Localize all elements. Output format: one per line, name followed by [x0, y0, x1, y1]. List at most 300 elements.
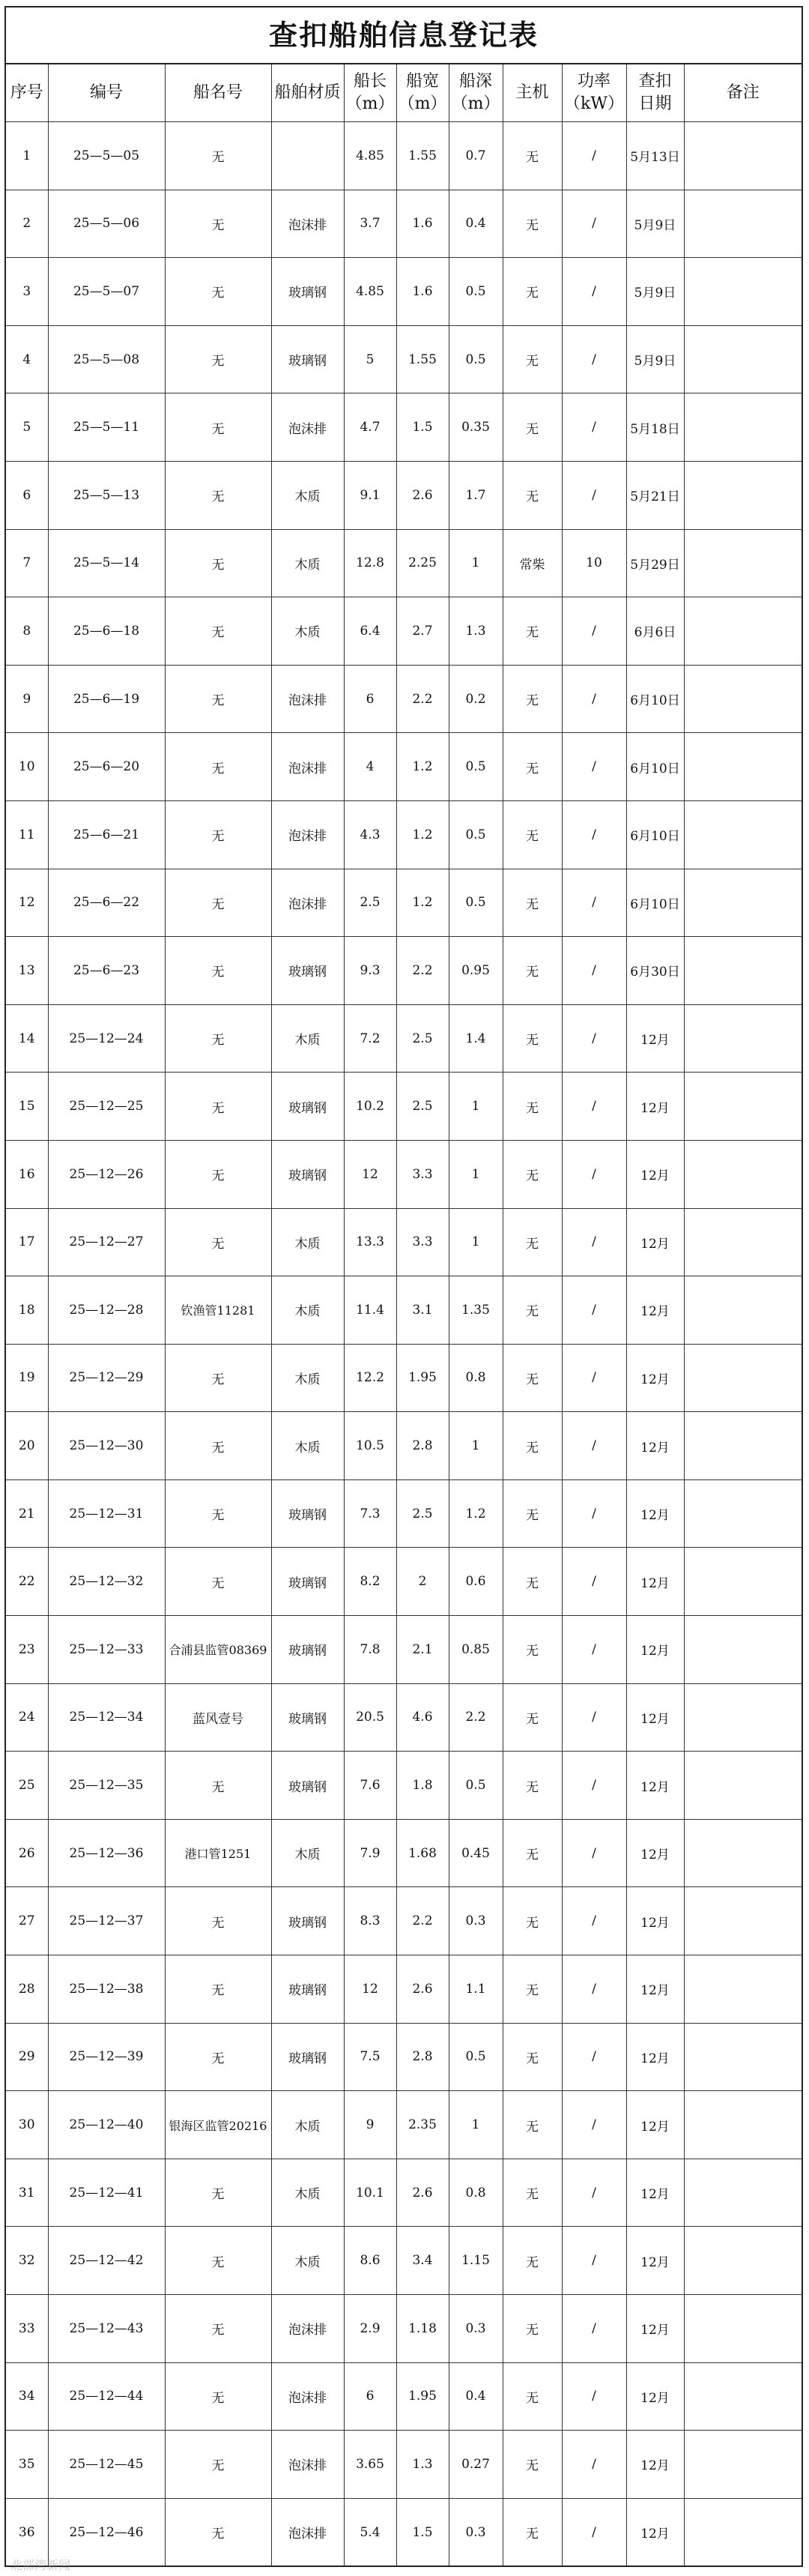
cell-remark — [684, 1208, 802, 1276]
cell-depth: 1 — [449, 1208, 503, 1276]
cell-seq: 36 — [6, 2498, 48, 2566]
cell-power: / — [562, 1887, 626, 1955]
cell-seq: 5 — [6, 393, 48, 462]
table-row — [6, 1140, 802, 1208]
cell-width: 1.55 — [396, 122, 449, 190]
cell-material: 木质 — [271, 1344, 344, 1412]
cell-width: 2.5 — [396, 1479, 449, 1548]
table-row — [6, 2431, 802, 2499]
cell-power: / — [562, 1004, 626, 1073]
table-row — [6, 800, 802, 869]
cell-power: / — [562, 122, 626, 190]
cell-remark — [684, 937, 802, 1005]
cell-name: 无 — [165, 1140, 271, 1208]
cell-length: 9.1 — [344, 461, 396, 529]
cell-seq: 27 — [6, 1887, 48, 1955]
cell-depth: 1.7 — [449, 461, 503, 529]
cell-seq: 16 — [6, 1140, 48, 1208]
cell-date: 5月9日 — [626, 258, 684, 326]
cell-depth: 1.2 — [449, 1479, 503, 1548]
cell-code: 25—12—39 — [48, 2023, 165, 2091]
table-row — [6, 597, 802, 666]
cell-code: 25—6—22 — [48, 869, 165, 937]
cell-material: 玻璃钢 — [271, 1887, 344, 1955]
cell-remark — [684, 1412, 802, 1480]
cell-material: 泡沫排 — [271, 2295, 344, 2363]
cell-depth: 1 — [449, 529, 503, 597]
cell-seq: 21 — [6, 1479, 48, 1548]
cell-depth: 0.5 — [449, 1752, 503, 1820]
cell-material: 木质 — [271, 2091, 344, 2159]
cell-seq: 15 — [6, 1073, 48, 1141]
cell-engine: 无 — [503, 325, 562, 393]
cell-date: 5月21日 — [626, 461, 684, 529]
cell-power: / — [562, 190, 626, 258]
cell-length: 3.65 — [344, 2431, 396, 2499]
cell-width: 2.25 — [396, 529, 449, 597]
cell-length: 6.4 — [344, 597, 396, 666]
cell-engine: 无 — [503, 2362, 562, 2431]
cell-name: 无 — [165, 190, 271, 258]
cell-power: / — [562, 2091, 626, 2159]
cell-width: 3.3 — [396, 1208, 449, 1276]
cell-power: / — [562, 1683, 626, 1752]
cell-material: 泡沫排 — [271, 393, 344, 462]
cell-power: / — [562, 733, 626, 801]
cell-length: 5 — [344, 325, 396, 393]
cell-length: 10.2 — [344, 1073, 396, 1141]
cell-length: 9 — [344, 2091, 396, 2159]
cell-seq: 3 — [6, 258, 48, 326]
cell-code: 25—12—33 — [48, 1616, 165, 1684]
cell-depth: 1.1 — [449, 1955, 503, 2024]
cell-name: 无 — [165, 529, 271, 597]
cell-engine: 无 — [503, 597, 562, 666]
cell-seq: 28 — [6, 1955, 48, 2024]
cell-material: 木质 — [271, 1819, 344, 1887]
cell-engine: 无 — [503, 1955, 562, 2024]
table-row — [6, 937, 802, 1005]
cell-power: / — [562, 1276, 626, 1345]
cell-seq: 31 — [6, 2159, 48, 2227]
header-width-label: 船宽 — [405, 72, 439, 91]
cell-material: 玻璃钢 — [271, 1955, 344, 2024]
table-row — [6, 2227, 802, 2295]
cell-remark — [684, 1955, 802, 2024]
cell-code: 25—12—34 — [48, 1683, 165, 1752]
cell-depth: 0.35 — [449, 393, 503, 462]
cell-date: 12月 — [626, 2227, 684, 2295]
cell-engine: 无 — [503, 1819, 562, 1887]
table-row — [6, 1004, 802, 1073]
cell-seq: 25 — [6, 1752, 48, 1820]
cell-code: 25—12—29 — [48, 1344, 165, 1412]
header-depth — [449, 64, 503, 122]
cell-material: 泡沫排 — [271, 869, 344, 937]
cell-remark — [684, 733, 802, 801]
cell-width: 1.6 — [396, 258, 449, 326]
header-length-label: 船长 — [353, 72, 387, 91]
cell-engine: 无 — [503, 2295, 562, 2363]
cell-name: 合浦县监管08369 — [165, 1616, 271, 1684]
cell-date: 12月 — [626, 1004, 684, 1073]
cell-material: 玻璃钢 — [271, 1140, 344, 1208]
header-seq: 序号 — [6, 64, 48, 122]
cell-seq: 33 — [6, 2295, 48, 2363]
cell-material: 泡沫排 — [271, 665, 344, 733]
cell-seq: 19 — [6, 1344, 48, 1412]
cell-length: 10.1 — [344, 2159, 396, 2227]
cell-width: 1.3 — [396, 2431, 449, 2499]
cell-remark — [684, 2159, 802, 2227]
cell-width: 2.2 — [396, 665, 449, 733]
table-row — [6, 2362, 802, 2431]
cell-depth: 1 — [449, 1412, 503, 1480]
cell-engine: 无 — [503, 937, 562, 1005]
cell-code: 25—5—08 — [48, 325, 165, 393]
cell-length: 7.8 — [344, 1616, 396, 1684]
cell-seq: 22 — [6, 1548, 48, 1616]
cell-material: 泡沫排 — [271, 800, 344, 869]
cell-length: 12 — [344, 1140, 396, 1208]
cell-width: 2.6 — [396, 461, 449, 529]
cell-material: 木质 — [271, 2227, 344, 2295]
cell-seq: 12 — [6, 869, 48, 937]
cell-remark — [684, 2023, 802, 2091]
cell-length: 4.85 — [344, 122, 396, 190]
cell-remark — [684, 1616, 802, 1684]
cell-engine: 无 — [503, 1208, 562, 1276]
cell-engine: 无 — [503, 2159, 562, 2227]
cell-engine: 无 — [503, 461, 562, 529]
cell-name: 无 — [165, 869, 271, 937]
cell-power: / — [562, 1344, 626, 1412]
cell-power: / — [562, 393, 626, 462]
cell-power: / — [562, 1752, 626, 1820]
cell-code: 25—12—41 — [48, 2159, 165, 2227]
cell-length: 8.2 — [344, 1548, 396, 1616]
cell-date: 6月30日 — [626, 937, 684, 1005]
cell-seq: 18 — [6, 1276, 48, 1345]
cell-remark — [684, 2431, 802, 2499]
cell-code: 25—12—37 — [48, 1887, 165, 1955]
cell-remark — [684, 122, 802, 190]
cell-remark — [684, 1548, 802, 1616]
cell-code: 25—6—19 — [48, 665, 165, 733]
cell-date: 12月 — [626, 2159, 684, 2227]
header-width-unit: （m） — [398, 94, 447, 113]
cell-remark — [684, 1819, 802, 1887]
cell-power: / — [562, 1208, 626, 1276]
cell-depth: 1 — [449, 2091, 503, 2159]
cell-depth: 0.3 — [449, 2295, 503, 2363]
cell-remark — [684, 1683, 802, 1752]
table-row — [6, 529, 802, 597]
cell-remark — [684, 461, 802, 529]
cell-code: 25—6—18 — [48, 597, 165, 666]
cell-power: / — [562, 258, 626, 326]
cell-engine: 无 — [503, 869, 562, 937]
cell-name: 无 — [165, 393, 271, 462]
cell-length: 7.3 — [344, 1479, 396, 1548]
cell-name: 无 — [165, 2023, 271, 2091]
cell-code: 25—6—20 — [48, 733, 165, 801]
cell-engine: 无 — [503, 122, 562, 190]
cell-width: 1.2 — [396, 800, 449, 869]
cell-name: 无 — [165, 258, 271, 326]
cell-engine: 无 — [503, 393, 562, 462]
cell-code: 25—12—46 — [48, 2498, 165, 2566]
cell-remark — [684, 258, 802, 326]
cell-material: 木质 — [271, 1004, 344, 1073]
cell-name: 无 — [165, 733, 271, 801]
cell-code: 25—12—30 — [48, 1412, 165, 1480]
cell-name: 无 — [165, 937, 271, 1005]
header-code: 编号 — [48, 64, 165, 122]
cell-length: 5.4 — [344, 2498, 396, 2566]
table-row — [6, 1752, 802, 1820]
cell-length: 4 — [344, 733, 396, 801]
cell-seq: 9 — [6, 665, 48, 733]
cell-seq: 32 — [6, 2227, 48, 2295]
cell-seq: 26 — [6, 1819, 48, 1887]
cell-code: 25—5—13 — [48, 461, 165, 529]
cell-date: 5月29日 — [626, 529, 684, 597]
table-row — [6, 258, 802, 326]
cell-date: 6月10日 — [626, 665, 684, 733]
cell-width: 1.8 — [396, 1752, 449, 1820]
cell-seq: 11 — [6, 800, 48, 869]
cell-depth: 1.35 — [449, 1276, 503, 1345]
cell-depth: 0.3 — [449, 1887, 503, 1955]
cell-depth: 2.2 — [449, 1683, 503, 1752]
cell-width: 2.5 — [396, 1004, 449, 1073]
cell-length: 13.3 — [344, 1208, 396, 1276]
cell-depth: 0.8 — [449, 2159, 503, 2227]
cell-engine: 无 — [503, 1140, 562, 1208]
cell-name: 无 — [165, 1548, 271, 1616]
cell-width: 3.1 — [396, 1276, 449, 1345]
cell-power: / — [562, 2295, 626, 2363]
header-length-unit: （m） — [345, 94, 395, 113]
cell-length: 2.9 — [344, 2295, 396, 2363]
cell-material: 玻璃钢 — [271, 1479, 344, 1548]
cell-engine: 无 — [503, 2498, 562, 2566]
cell-name: 无 — [165, 2498, 271, 2566]
cell-width: 2.8 — [396, 1412, 449, 1480]
cell-remark — [684, 2362, 802, 2431]
cell-date: 12月 — [626, 2431, 684, 2499]
cell-depth: 0.8 — [449, 1344, 503, 1412]
cell-material: 木质 — [271, 1276, 344, 1345]
cell-depth: 0.2 — [449, 665, 503, 733]
cell-remark — [684, 1752, 802, 1820]
cell-material: 玻璃钢 — [271, 937, 344, 1005]
cell-engine: 无 — [503, 2023, 562, 2091]
table-row — [6, 1412, 802, 1480]
cell-engine: 无 — [503, 1344, 562, 1412]
cell-name: 蓝风壹号 — [165, 1683, 271, 1752]
cell-date: 12月 — [626, 1955, 684, 2024]
cell-code: 25—5—07 — [48, 258, 165, 326]
cell-code: 25—12—45 — [48, 2431, 165, 2499]
cell-seq: 14 — [6, 1004, 48, 1073]
cell-code: 25—12—26 — [48, 1140, 165, 1208]
cell-name: 无 — [165, 1752, 271, 1820]
cell-material: 泡沫排 — [271, 2362, 344, 2431]
cell-width: 2.1 — [396, 1616, 449, 1684]
cell-length: 12 — [344, 1955, 396, 2024]
cell-seq: 35 — [6, 2431, 48, 2499]
cell-remark — [684, 1140, 802, 1208]
cell-seq: 34 — [6, 2362, 48, 2431]
cell-length: 4.7 — [344, 393, 396, 462]
cell-code: 25—12—24 — [48, 1004, 165, 1073]
header-depth-label: 船深 — [458, 72, 492, 91]
table-row — [6, 869, 802, 937]
cell-remark — [684, 1887, 802, 1955]
cell-depth: 0.27 — [449, 2431, 503, 2499]
cell-power: / — [562, 1819, 626, 1887]
cell-name: 无 — [165, 2295, 271, 2363]
table-row — [6, 1479, 802, 1548]
cell-code: 25—12—40 — [48, 2091, 165, 2159]
cell-seq: 7 — [6, 529, 48, 597]
cell-power: / — [562, 2023, 626, 2091]
cell-code: 25—12—28 — [48, 1276, 165, 1345]
cell-seq: 10 — [6, 733, 48, 801]
cell-material: 玻璃钢 — [271, 258, 344, 326]
cell-name: 无 — [165, 1073, 271, 1141]
cell-power: / — [562, 461, 626, 529]
cell-width: 2.5 — [396, 1073, 449, 1141]
cell-engine: 无 — [503, 190, 562, 258]
cell-seq: 13 — [6, 937, 48, 1005]
cell-engine: 常柴 — [503, 529, 562, 597]
cell-remark — [684, 1073, 802, 1141]
cell-power: / — [562, 800, 626, 869]
cell-material: 玻璃钢 — [271, 1548, 344, 1616]
table-row — [6, 393, 802, 462]
cell-engine: 无 — [503, 258, 562, 326]
cell-length: 7.5 — [344, 2023, 396, 2091]
cell-width: 2.6 — [396, 2159, 449, 2227]
cell-date: 12月 — [626, 1208, 684, 1276]
cell-length: 12.2 — [344, 1344, 396, 1412]
cell-date: 12月 — [626, 1412, 684, 1480]
cell-length: 2.5 — [344, 869, 396, 937]
table-row — [6, 1819, 802, 1887]
cell-power: / — [562, 2362, 626, 2431]
cell-date: 6月10日 — [626, 869, 684, 937]
cell-power: / — [562, 665, 626, 733]
table-row — [6, 1073, 802, 1141]
cell-remark — [684, 869, 802, 937]
cell-width: 2.7 — [396, 597, 449, 666]
cell-length: 10.5 — [344, 1412, 396, 1480]
cell-length: 9.3 — [344, 937, 396, 1005]
cell-date: 5月9日 — [626, 190, 684, 258]
cell-engine: 无 — [503, 1479, 562, 1548]
cell-name: 无 — [165, 1412, 271, 1480]
table-row — [6, 461, 802, 529]
cell-code: 25—12—27 — [48, 1208, 165, 1276]
cell-material: 泡沫排 — [271, 2431, 344, 2499]
cell-date: 12月 — [626, 1819, 684, 1887]
cell-remark — [684, 325, 802, 393]
table-row — [6, 1616, 802, 1684]
table-row — [6, 1208, 802, 1276]
cell-length: 3.7 — [344, 190, 396, 258]
header-power — [562, 64, 626, 122]
header-name: 船名号 — [165, 64, 271, 122]
vessel-table — [6, 64, 802, 2566]
cell-date: 12月 — [626, 1344, 684, 1412]
cell-name: 钦渔管11281 — [165, 1276, 271, 1345]
cell-power: / — [562, 1073, 626, 1141]
header-date — [626, 64, 684, 122]
cell-remark — [684, 2091, 802, 2159]
cell-name: 无 — [165, 2362, 271, 2431]
cell-date: 12月 — [626, 1479, 684, 1548]
cell-engine: 无 — [503, 1887, 562, 1955]
cell-width: 1.2 — [396, 869, 449, 937]
cell-code: 25—12—43 — [48, 2295, 165, 2363]
cell-material: 木质 — [271, 597, 344, 666]
cell-engine: 无 — [503, 1683, 562, 1752]
cell-power: / — [562, 2431, 626, 2499]
cell-material: 泡沫排 — [271, 190, 344, 258]
cell-remark — [684, 665, 802, 733]
cell-power: / — [562, 1616, 626, 1684]
cell-engine: 无 — [503, 1276, 562, 1345]
cell-material: 泡沫排 — [271, 2498, 344, 2566]
cell-seq: 24 — [6, 1683, 48, 1752]
cell-length: 4.85 — [344, 258, 396, 326]
cell-width: 1.5 — [396, 2498, 449, 2566]
cell-engine: 无 — [503, 800, 562, 869]
cell-width: 1.2 — [396, 733, 449, 801]
cell-remark — [684, 1004, 802, 1073]
table-row — [6, 1276, 802, 1345]
header-width — [396, 64, 449, 122]
cell-seq: 20 — [6, 1412, 48, 1480]
cell-depth: 0.85 — [449, 1616, 503, 1684]
cell-seq: 6 — [6, 461, 48, 529]
cell-remark — [684, 2295, 802, 2363]
cell-width: 1.95 — [396, 2362, 449, 2431]
cell-engine: 无 — [503, 2091, 562, 2159]
cell-name: 无 — [165, 2159, 271, 2227]
table-row — [6, 2023, 802, 2091]
cell-width: 3.4 — [396, 2227, 449, 2295]
cell-length: 8.3 — [344, 1887, 396, 1955]
registration-form — [4, 6, 803, 2567]
cell-depth: 0.5 — [449, 869, 503, 937]
cell-depth: 0.5 — [449, 800, 503, 869]
cell-code: 25—5—14 — [48, 529, 165, 597]
cell-date: 12月 — [626, 1616, 684, 1684]
cell-width: 4.6 — [396, 1683, 449, 1752]
cell-length: 12.8 — [344, 529, 396, 597]
table-row — [6, 190, 802, 258]
cell-engine: 无 — [503, 1752, 562, 1820]
cell-width: 1.95 — [396, 1344, 449, 1412]
cell-name: 无 — [165, 665, 271, 733]
cell-width: 2.2 — [396, 937, 449, 1005]
table-row — [6, 733, 802, 801]
cell-date: 12月 — [626, 2498, 684, 2566]
